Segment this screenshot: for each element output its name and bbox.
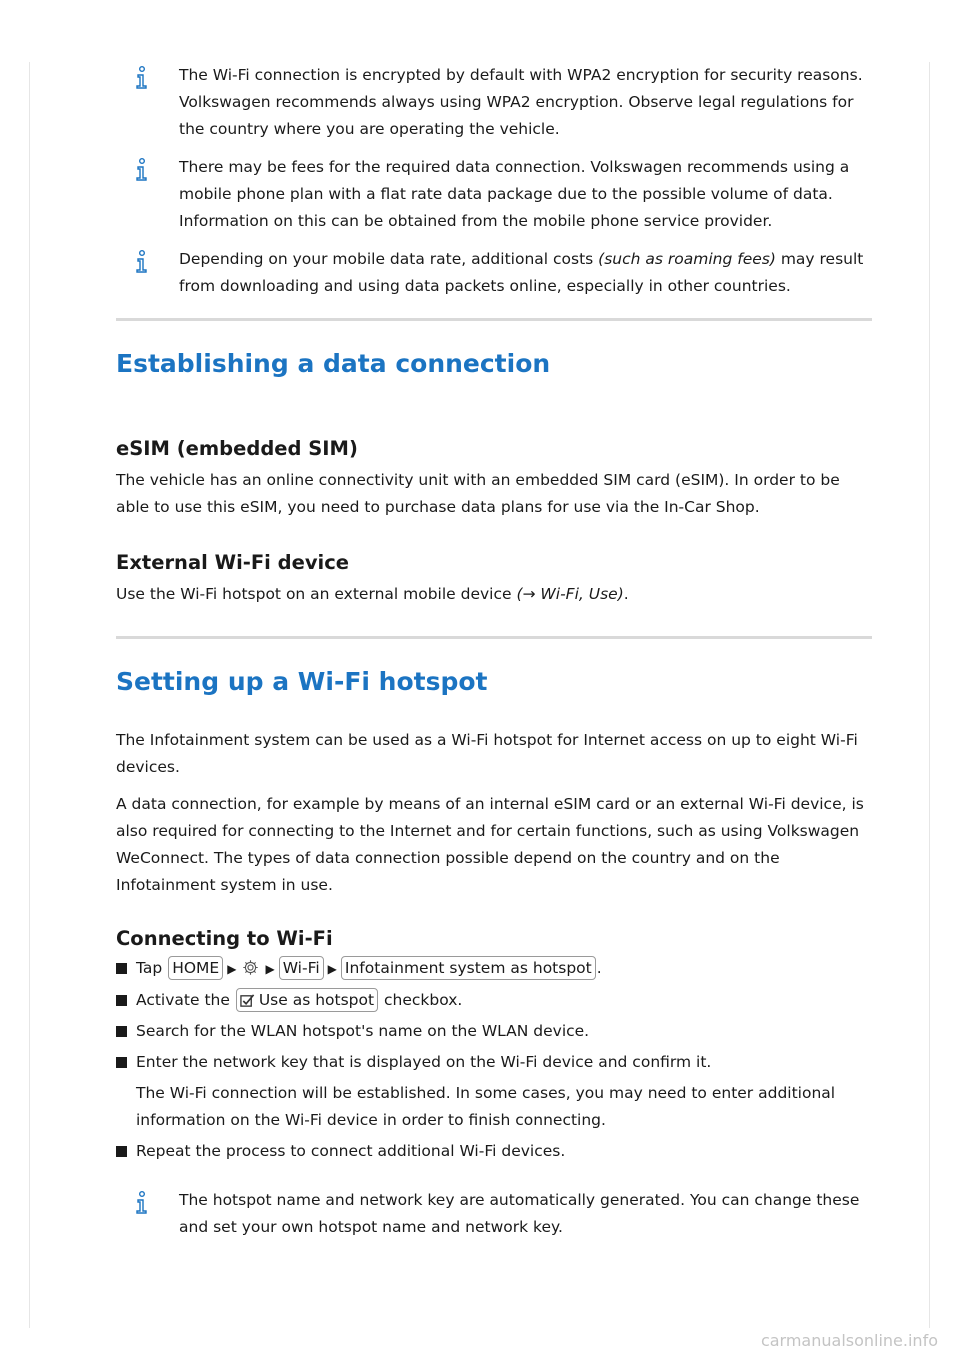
wifi-button[interactable]: Wi-Fi	[279, 956, 324, 980]
home-button[interactable]: HOME	[168, 956, 223, 980]
step-repeat	[116, 1138, 872, 1165]
period: .	[596, 959, 602, 977]
note-italic: (such as roaming fees)	[598, 250, 776, 268]
heading-external-wifi: External Wi-Fi device	[116, 551, 350, 574]
section-title-wifi-hotspot: Setting up a Wi-Fi hotspot	[116, 667, 488, 696]
step-text: Search for the WLAN hotspot's name on the WLAN device.	[136, 1022, 590, 1040]
info-note-hotspot-name	[116, 1187, 872, 1241]
info-note-encryption	[116, 62, 872, 143]
gear-icon[interactable]	[242, 959, 259, 976]
step-text: Tap	[136, 959, 163, 977]
step-bullet	[116, 963, 127, 974]
arrow-right-icon: ▶	[265, 962, 275, 976]
step-result	[116, 1080, 872, 1134]
step-bullet	[116, 1026, 127, 1037]
section-divider	[116, 636, 872, 639]
infotainment-hotspot-button[interactable]: Infotainment system as hotspot	[341, 956, 596, 980]
period: .	[623, 585, 629, 603]
arrow-right-icon: ▶	[227, 962, 237, 976]
section-divider	[116, 318, 872, 321]
step-text-end: checkbox.	[384, 991, 463, 1009]
external-wifi-text: Use the Wi-Fi hotspot on an external mobile device	[116, 585, 517, 603]
use-as-hotspot-checkbox[interactable]	[236, 988, 378, 1012]
info-icon	[134, 250, 150, 274]
esim-paragraph: The vehicle has an online connectivity unit with an embedded SIM card (eSIM). In order to be able to use this eSIM, you need to purchase data plans for use via the In-Car Shop.	[116, 471, 840, 516]
checkbox-checked-icon	[240, 993, 255, 1008]
external-wifi-paragraph	[116, 581, 872, 608]
right-margin-line	[929, 62, 930, 1328]
manual-page	[116, 62, 872, 1252]
section-title-data-connection: Establishing a data connection	[116, 349, 551, 378]
note-text-end: may result from downloading and using data packets online, especially in other countries.	[179, 250, 864, 295]
step-bullet	[116, 1057, 127, 1068]
step-bullet	[116, 995, 127, 1006]
note-text: The Wi-Fi connection is encrypted by default with WPA2 encryption for security reasons. Volkswagen recommends always using WPA2 encryption. Observe legal regulations for the country where you are operating the vehicle.	[179, 66, 863, 138]
step-text: Activate the	[136, 991, 230, 1009]
hotspot-paragraph-1: The Infotainment system can be used as a Wi-Fi hotspot for Internet access on up to eight Wi-Fi devices.	[116, 731, 858, 776]
step-bullet	[116, 1146, 127, 1157]
hotspot-paragraph-2: A data connection, for example by means of an internal eSIM card or an external Wi-Fi device, is also required for connecting to the Internet and for certain functions, such as using Volkswagen WeConnect. The types of data connection possible depend on the country and on the Infotainment system in use.	[116, 795, 864, 894]
note-text: The hotspot name and network key are automatically generated. You can change these and set your own hotspot name and network key.	[179, 1191, 860, 1236]
step-tap-home	[116, 955, 872, 983]
arrow-right-icon: ▶	[327, 962, 337, 976]
heading-esim: eSIM (embedded SIM)	[116, 437, 358, 460]
step-enter-key	[116, 1049, 872, 1076]
info-note-fees	[116, 154, 872, 235]
step-activate-checkbox	[116, 987, 872, 1014]
cross-reference-link[interactable]: (→ Wi-Fi, Use)	[516, 585, 624, 603]
note-text: Depending on your mobile data rate, additional costs	[179, 250, 599, 268]
info-icon	[134, 158, 150, 182]
left-margin-line	[29, 62, 30, 1328]
step-text: Repeat the process to connect additional Wi-Fi devices.	[136, 1142, 566, 1160]
result-text: The Wi-Fi connection will be established. In some cases, you may need to enter additional information on the Wi-Fi device in order to finish connecting.	[136, 1084, 836, 1129]
step-search-hotspot	[116, 1018, 872, 1045]
note-text: There may be fees for the required data connection. Volkswagen recommends using a mobile phone plan with a flat rate data package due to the possible volume of data. Information on this can be obtained from the mobile phone service provider.	[179, 158, 850, 230]
watermark: carmanualsonline.info	[760, 1331, 938, 1350]
info-icon	[134, 1191, 150, 1215]
heading-connecting-wifi: Connecting to Wi-Fi	[116, 927, 333, 950]
info-note-costs	[116, 246, 872, 300]
checkbox-label: Use as hotspot	[258, 991, 375, 1009]
info-icon	[134, 66, 150, 90]
step-text: Enter the network key that is displayed on the Wi-Fi device and confirm it.	[136, 1053, 712, 1071]
